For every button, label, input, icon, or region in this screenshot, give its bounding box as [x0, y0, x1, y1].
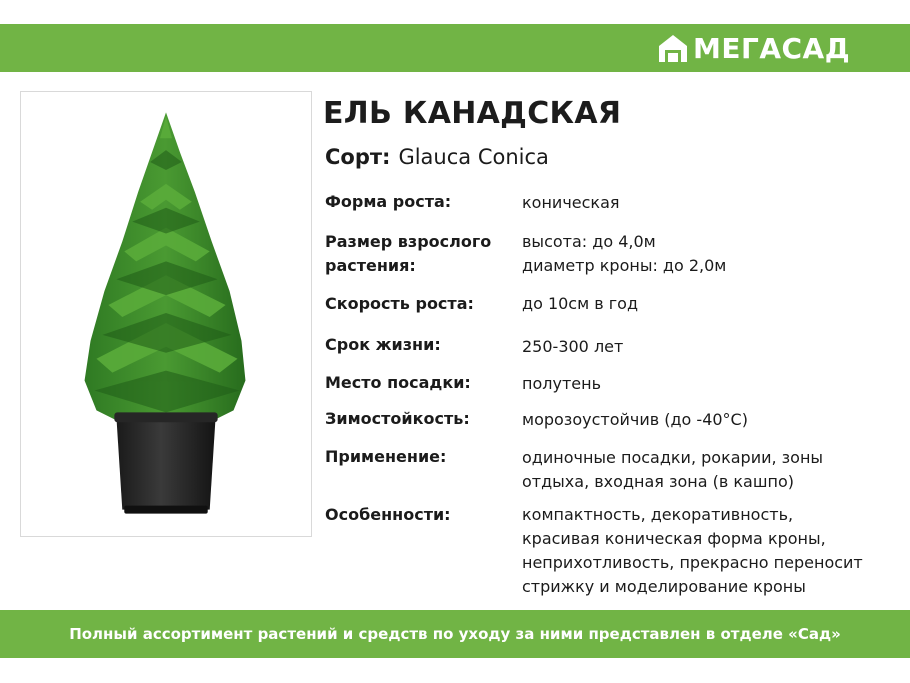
spec-value-growth-rate: до 10см в год — [522, 294, 639, 313]
spec-label-adult-size-line2: растения: — [325, 256, 416, 275]
spec-value-crown-diameter: диаметр кроны: до 2,0м — [522, 256, 727, 275]
cultivar-label: Сорт: — [325, 145, 391, 169]
spec-label-growth-form: Форма роста: — [325, 192, 452, 211]
spec-value-features-line4: стрижку и моделирование кроны — [522, 577, 806, 596]
house-icon — [657, 32, 689, 64]
spec-label-usage: Применение: — [325, 447, 447, 466]
spec-label-planting-place: Место посадки: — [325, 373, 471, 392]
spec-value-features-line3: неприхотливость, прекрасно переносит — [522, 553, 863, 572]
spec-value-lifespan: 250-300 лет — [522, 337, 624, 356]
spec-value-growth-form: коническая — [522, 193, 620, 212]
product-photo — [20, 91, 312, 537]
brand-name: МЕГАСАД — [693, 31, 851, 65]
footer-text: Полный ассортимент растений и средств по уходу за ними представлен в отделе «Сад» — [69, 625, 841, 643]
product-title: ЕЛЬ КАНАДСКАЯ — [323, 96, 622, 131]
cultivar-line — [325, 145, 549, 169]
spec-value-planting-place: полутень — [522, 374, 601, 393]
spec-label-winter-hardiness: Зимостойкость: — [325, 409, 470, 428]
spec-label-adult-size-line1: Размер взрослого — [325, 232, 492, 251]
spec-value-winter-hardiness: морозоустойчив (до -40°С) — [522, 410, 748, 429]
spec-value-height: высота: до 4,0м — [522, 232, 656, 251]
spec-value-features-line1: компактность, декоративность, — [522, 505, 794, 524]
brand-logo — [657, 30, 850, 66]
cultivar-value: Glauca Conica — [398, 145, 549, 169]
spec-label-features: Особенности: — [325, 505, 451, 524]
spec-value-features-line2: красивая коническая форма кроны, — [522, 529, 826, 548]
potted-spruce-image — [21, 92, 311, 536]
spec-value-usage-line1: одиночные посадки, рокарии, зоны — [522, 448, 824, 467]
spec-label-lifespan: Срок жизни: — [325, 335, 441, 354]
spec-label-growth-rate: Скорость роста: — [325, 294, 474, 313]
spec-value-usage-line2: отдыха, входная зона (в кашпо) — [522, 472, 794, 491]
